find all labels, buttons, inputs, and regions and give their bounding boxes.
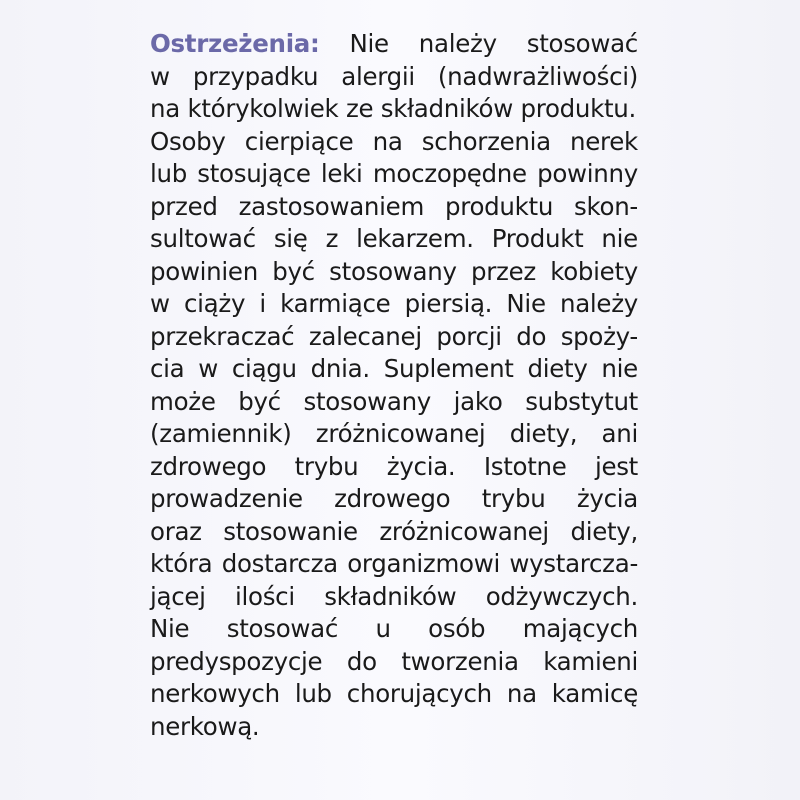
text-word: stosować [526,29,638,58]
text-word: cia [150,354,185,383]
text-word: (zamiennik) [150,419,292,448]
warnings-first-line [150,28,638,61]
text-word: stosowany [303,386,431,416]
text-word: którykolwiek [187,94,339,123]
text-word: na [506,679,537,708]
text-word: substytut [525,386,638,416]
text-word: ze [345,94,374,123]
text-word: produktu [444,191,554,221]
text-word: oraz [150,516,202,546]
text-line [150,191,638,224]
text-line [150,646,638,679]
text-word: stosujące [197,159,311,188]
text-word: do [346,646,377,676]
text-line [150,223,638,256]
text-line [150,61,638,94]
text-word: w [198,354,219,383]
text-word: Produkt [491,224,584,253]
warnings-heading: Ostrzeżenia: [150,29,320,58]
text-word: Osoby [150,126,226,156]
text-word: powinny [537,159,638,188]
text-line [150,256,638,289]
text-word: z [325,224,339,253]
text-line [150,678,638,711]
text-word: ciągu [231,354,297,383]
text-word: predyspozycje [150,646,323,676]
text-word: dnia. [310,354,370,383]
text-word: przypadku [192,61,319,91]
text-word: należy [559,289,638,318]
text-word: stosowany [329,256,457,286]
text-word: życia [576,484,638,513]
text-word: i [259,289,266,318]
text-word: produktu. [520,94,637,123]
text-line [150,93,638,126]
text-word: tworzenia [401,646,519,676]
text-word: nie [601,354,638,383]
text-line [150,126,638,159]
text-word: lub [150,159,187,188]
text-word: w [150,61,170,91]
text-word: zastosowaniem [238,191,425,221]
text-word: lub [294,679,332,708]
text-word: należy [418,29,497,58]
text-word: trybu [294,451,359,481]
text-word: diety, [570,516,638,546]
text-word: prowadzenie [150,484,303,513]
text-word: nerkową. [150,711,260,741]
text-word: moczopędne [372,159,527,188]
text-word: spoży- [560,321,638,351]
text-line [150,288,638,321]
text-word: odżywczych. [485,581,638,611]
text-word: się [273,224,308,253]
text-line [150,613,638,646]
text-word: jest [594,451,638,481]
text-word: życia. [386,451,456,481]
text-word: zalecanej [308,321,422,351]
text-word: na [150,94,180,123]
text-word: na [372,126,403,156]
text-word: diety, [509,419,578,448]
text-word: przed [150,191,218,221]
text-line [150,321,638,354]
text-word: jako [453,386,503,416]
text-line [150,451,638,484]
text-word: przekraczać [150,321,295,351]
text-word: zróżnicowanej [379,516,549,546]
text-line [150,418,638,451]
text-line [150,158,638,191]
text-word: skon- [574,191,638,221]
text-line [150,483,638,516]
text-word: lekarzem. [356,224,474,253]
text-line [150,581,638,614]
text-word: do [516,321,547,351]
text-word: jącej [150,581,206,611]
text-word: być [238,386,281,416]
text-word: ani [601,419,638,448]
warnings-body-lines [150,61,638,744]
text-word: alergii [341,61,415,91]
text-word: schorzenia [421,126,551,156]
text-word: składników [324,581,457,611]
text-word: diety [527,354,588,383]
text-word: zróżnicowanej [315,419,486,448]
text-word: która [150,549,213,578]
text-word: piersią. [404,289,493,318]
text-word: trybu [481,484,546,513]
text-word: nerek [570,126,638,156]
text-word: może [150,386,216,416]
text-word: mających [522,614,638,643]
text-word: być [272,256,315,286]
text-word: leki [320,159,363,188]
text-word: chorujących [346,679,492,708]
text-word: Nie [349,29,389,58]
text-word: sultować [150,224,256,253]
text-word: nie [601,224,638,253]
text-word: Nie [150,614,190,643]
text-word: stosować [226,614,339,643]
text-word: kamicę [551,679,638,708]
text-word: Suplement [383,354,514,383]
text-word: ciąży [184,289,246,318]
text-word: w [150,289,170,318]
text-line [150,353,638,386]
text-word: stosowanie [223,516,358,546]
text-word: Nie [506,289,546,318]
text-word: karmiące [280,289,391,318]
text-word: wystarcza- [509,549,638,578]
text-word: kobiety [550,256,638,286]
text-word: (nadwrażliwości) [437,61,638,91]
text-word: nerkowych [150,679,280,708]
text-word: ilości [235,581,295,611]
text-word: Istotne [483,451,567,481]
text-line [150,711,638,744]
text-word: porcji [436,321,502,351]
text-word: u [375,614,391,643]
text-word: cierpiące [244,126,354,156]
text-word: powinien [150,256,258,286]
text-word: składników [380,94,513,123]
text-word: osób [428,614,486,643]
text-word: organizmowi [347,549,500,578]
text-line [150,548,638,581]
text-word: zdrowego [150,451,267,481]
warnings-text-block [150,28,638,743]
text-word: przez [470,256,536,286]
text-word: dostarcza [221,549,338,578]
text-line [150,386,638,419]
text-word: kamieni [543,646,638,676]
text-word: zdrowego [334,484,451,513]
text-line [150,516,638,549]
